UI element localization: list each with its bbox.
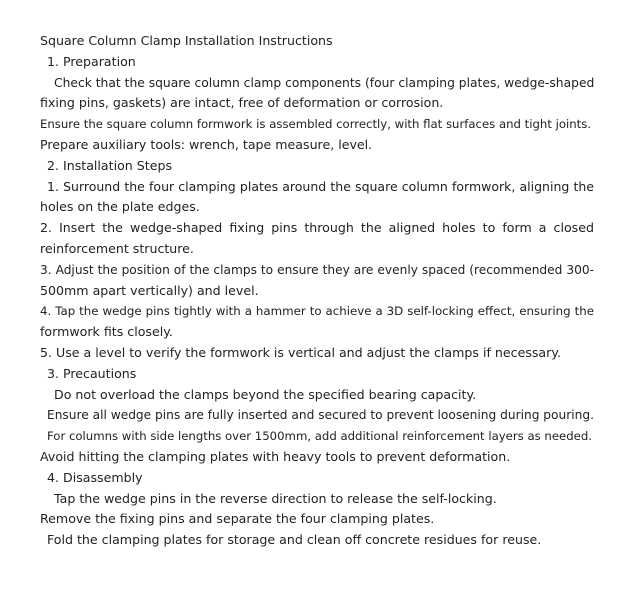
paragraph: Do not overload the clamps beyond the specified bearing capacity. [54, 386, 477, 402]
list-item: 1. Surround the four clamping plates around the square column formwork, aligning the [47, 178, 594, 194]
paragraph: Fold the clamping plates for storage and clean off concrete residues for reuse. [47, 532, 542, 548]
list-item: 2. Insert the wedge-shaped fixing pins through the aligned holes to form a closed [40, 220, 594, 236]
section-heading-preparation: 1. Preparation [47, 53, 136, 69]
paragraph: Prepare auxiliary tools: wrench, tape measure, level. [40, 136, 373, 152]
paragraph: Tap the wedge pins in the reverse direction to release the self-locking. [54, 490, 497, 506]
list-item: reinforcement structure. [40, 240, 194, 256]
list-item: 500mm apart vertically) and level. [40, 282, 259, 298]
paragraph: Ensure the square column formwork is assembled correctly, with flat surfaces and tight joints. [40, 117, 592, 132]
section-heading-disassembly: 4. Disassembly [47, 469, 143, 485]
list-item: 4. Tap the wedge pins tightly with a hammer to achieve a 3D self-locking effect, ensuring the [40, 304, 594, 319]
document-body [40, 31, 594, 551]
list-item: 3. Adjust the position of the clamps to ensure they are evenly spaced (recommended 300- [40, 262, 594, 277]
paragraph: Remove the fixing pins and separate the four clamping plates. [40, 511, 435, 527]
list-item: 5. Use a level to verify the formwork is vertical and adjust the clamps if necessary. [40, 344, 561, 360]
paragraph: Ensure all wedge pins are fully inserted and secured to prevent loosening during pouring. [47, 408, 594, 423]
paragraph: fixing pins, gaskets) are intact, free of deformation or corrosion. [40, 95, 444, 111]
list-item: holes on the plate edges. [40, 199, 200, 215]
section-heading-installation-steps: 2. Installation Steps [47, 157, 173, 173]
list-item: formwork fits closely. [40, 324, 173, 340]
section-heading-precautions: 3. Precautions [47, 365, 137, 381]
paragraph: Check that the square column clamp components (four clamping plates, wedge-shaped [54, 75, 595, 90]
document-title: Square Column Clamp Installation Instructions [40, 33, 333, 48]
paragraph: Avoid hitting the clamping plates with heavy tools to prevent deformation. [40, 448, 511, 464]
paragraph: For columns with side lengths over 1500mm, add additional reinforcement layers as needed. [47, 429, 592, 444]
